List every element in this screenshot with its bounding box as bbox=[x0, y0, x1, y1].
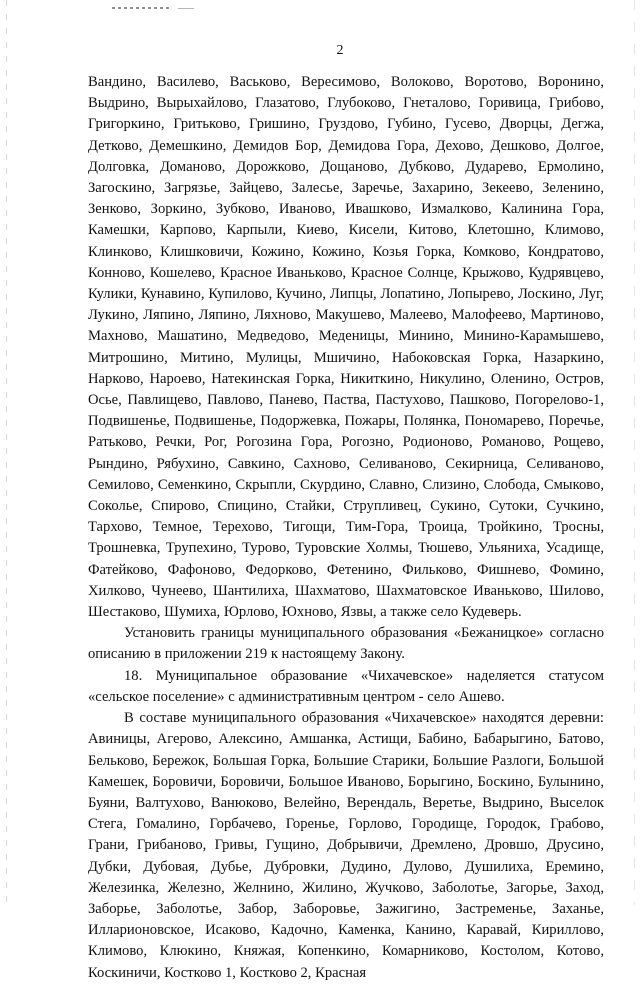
section-18-paragraph: 18. Муниципальное образование «Чихачевское» наделяется статусом «сельское поселение» с административным центром - село Ашево. bbox=[88, 667, 604, 705]
scan-artifact bbox=[178, 8, 194, 9]
scan-artifact bbox=[112, 7, 170, 9]
scan-edge-right bbox=[634, 0, 635, 905]
chikhachevskoe-villages-paragraph: В составе муниципального образования «Чихачевское» находятся деревни: Авиницы, Агерово, Алексино, Амшанка, Астищи, Бабино, Бабарыгино, Батово, Бельково, Бережок, Большая Горка, Большие Старики, Большие Разлоги, Большой Камешек, Боровичи, Боровичи, Большое Иваново, Борыгино, Боскино, Булынино, Буяни, Валтухово, Ванюково, Велейно, Верендаль, Веретье, Выдрино, Выселок Стега, Гомалино, Горбачево, Горенье, Горлово, Городище, Городок, Грабово, Грани, Грибаново, Гривы, Гущино, Добрывичи, Дремлено, Дровшо, Друсино, Дубки, Дубовая, Дубье, Дубровки, Дудино, Дулово, Душилиха, Еремино, Железинка, Железно, Желнино, Жилино, Жучково, Заболотье, Загорье, Заход, Заборье, Заболотье, Забор, Заборовье, Зажигино, Застременье, Заханье, Илларионовское, Исаково, Кадочно, Каменка, Канино, Каравай, Кириллово, Климово, Клюкино, Княжая, Копенкино, Комарниково, Костолом, Котово, Коскиничи, Костково 1, Костково 2, Красная bbox=[88, 710, 604, 981]
document-body bbox=[88, 72, 604, 984]
page-number: 2 bbox=[336, 43, 344, 58]
village-list-paragraph: Вандино, Василево, Васьково, Вересимово, Волоково, Воротово, Воронино, Выдрино, Вырыхайлово, Глазатово, Глубоково, Гнеталово, Горивица, Грибово, Григоркино, Гритьково, Гришино, Груздово, Губино, Гусево, Дворцы, Дегжа, Детково, Демешкино, Демидов Бор, Демидова Гора, Дехово, Дешково, Долгое, Долговка, Доманово, Дорожково, Дощаново, Дубково, Дударево, Ермолино, Загоскино, Загрязье, Зайцево, Залесье, Заречье, Захарино, Зекеево, Зеленино, Зенково, Зоркино, Зубково, Иваново, Ивашково, Измалково, Калинина Гора, Камешки, Карпово, Карпыли, Киево, Кисели, Китово, Клетошно, Климово, Клинково, Клишковичи, Кожино, Кожино, Козья Горка, Комково, Кондратово, Конново, Кошелево, Красное Иваньково, Красное Солнце, Крыжово, Кудрявцево, Кулики, Кунавино, Купилово, Кучино, Липцы, Лопатино, Лопырево, Лоскино, Луг, Лукино, Ляпино, Ляпино, Ляхново, Макушево, Малеево, Малофеево, Мартиново, Махново, Машатино, Медведово, Меденицы, Минино, Минино-Карамышево, Митрошино, Митино, Мулицы, Мшичино, Набоковская Горка, Назаркино, Нарково, Нароево, Натекинская Горка, Никиткино, Никулино, Оленино, Остров, Осье, Павлищево, Павлово, Панево, Паства, Пастухово, Пашково, Погорелово-1, Подвишенье, Подвишенье, Подоржевка, Пожары, Полянка, Пономарево, Поречье, Ратьково, Речки, Рог, Рогозина Гора, Рогозно, Родионово, Романово, Рощево, Рындино, Рябухино, Савкино, Сахново, Селиваново, Секирница, Селиваново, Семилово, Семенкино, Скрыпли, Скурдино, Славно, Слизино, Слобода, Смыково, Соколье, Спирово, Спицино, Стайки, Струпливец, Сукино, Сутоки, Сучкино, Тархово, Темное, Терехово, Тигощи, Тим-Гора, Троица, Тройкино, Тросны, Трошневка, Трупехино, Турово, Туровские Холмы, Тюшево, Ульяниха, Усадище, Фатейково, Фафоново, Федорково, Фетенино, Фильково, Фишнево, Фомино, Хилково, Чунеево, Шантилиха, Шахматово, Шахматовское Иваньково, Шилово, Шестаково, Шумиха, Юрлово, Юхново, Язвы, а также село Кудеверь. bbox=[88, 74, 604, 621]
scan-edge-left bbox=[6, 0, 7, 905]
boundary-paragraph: Установить границы муниципального образования «Бежаницкое» согласно описанию в приложении 219 к настоящему Закону. bbox=[88, 625, 604, 663]
